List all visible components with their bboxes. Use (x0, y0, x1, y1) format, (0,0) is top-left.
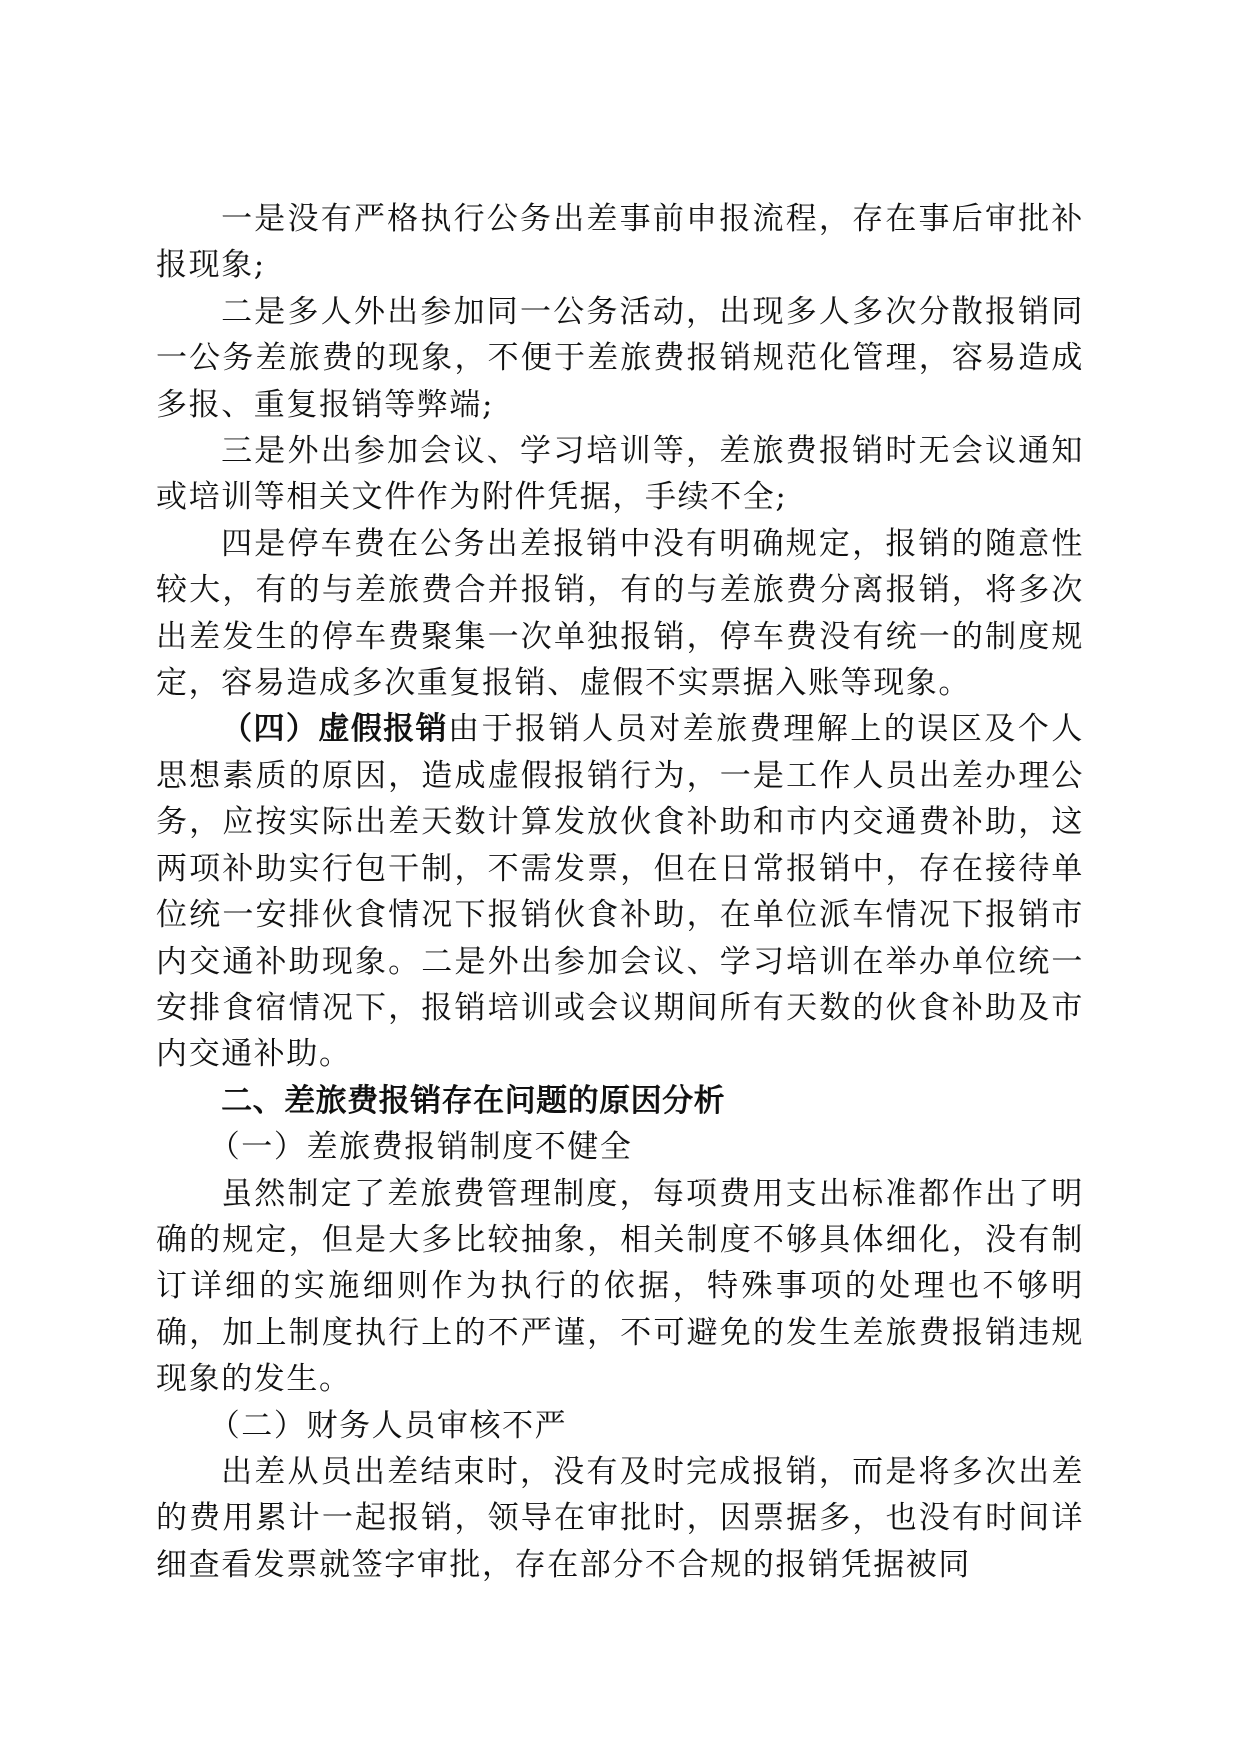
section-heading-2: 二、差旅费报销存在问题的原因分析 (221, 1082, 726, 1119)
section-4-body: 由于报销人员对差旅费理解上的误区及个人思想素质的原因，造成虚假报销行为，一是工作人员出差办理公务，应按实际出差天数计算发放伙食补助和市内交通费补助，这两项补助实行包干制，不需发票，但在日常报销中，存在接待单位统一安排伙食情况下报销伙食补助，在单位派车情况下报销市内交通补助现象。二是外出参加会议、学习培训在举办单位统一安排食宿情况下，报销培训或会议期间所有天数的伙食补助及市内交通补助。 (156, 711, 1085, 1073)
paragraph-4: 四是停车费在公务出差报销中没有明确规定，报销的随意性较大，有的与差旅费合并报销，有的与差旅费分离报销，将多次出差发生的停车费聚集一次单独报销，停车费没有统一的制度规定，容易造成多次重复报销、虚假不实票据入账等现象。 (156, 525, 1084, 702)
sub-1-body: 虽然制定了差旅费管理制度，每项费用支出标准都作出了明确的规定，但是大多比较抽象，相关制度不够具体细化，没有制订详细的实施细则作为执行的依据，特殊事项的处理也不够明确，加上制度执行上的不严谨，不可避免的发生差旅费报销违规现象的发生。 (156, 1175, 1084, 1398)
section-4-lead: （四）虚假报销 (221, 711, 449, 748)
document-page (156, 196, 1084, 1588)
sub-2-body: 出差从员出差结束时，没有及时完成报销，而是将多次出差的费用累计一起报销，领导在审批时，因票据多，也没有时间详细查看发票就签字审批，存在部分不合规的报销凭据被同 (156, 1453, 1084, 1583)
section-4-paragraph (156, 706, 1084, 1077)
sub-heading-2: （二）财务人员审核不严 (208, 1407, 568, 1444)
sub-heading-1: （一）差旅费报销制度不健全 (208, 1129, 633, 1166)
paragraph-1: 一是没有严格执行公务出差事前申报流程，存在事后审批补报现象; (156, 201, 1084, 284)
paragraph-2: 二是多人外出参加同一公务活动，出现多人多次分散报销同一公务差旅费的现象，不便于差旅费报销规范化管理，容易造成多报、重复报销等弊端; (156, 293, 1084, 423)
paragraph-3: 三是外出参加会议、学习培训等，差旅费报销时无会议通知或培训等相关文件作为附件凭据，手续不全; (156, 433, 1084, 516)
